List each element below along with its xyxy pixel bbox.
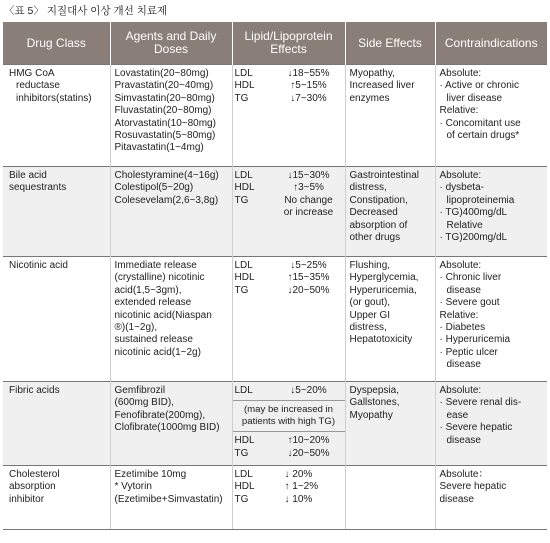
lipid-label: HDL (234, 435, 255, 447)
side-effect-line: Gastrointestinal (349, 170, 419, 181)
agent-line: nicotinic acid(Niaspan (114, 309, 212, 321)
contra-line: disease (439, 493, 474, 505)
table-row-bile-acid (3, 167, 547, 257)
drug-class-line: Cholesterol (9, 469, 60, 480)
lipid-sub-block (233, 431, 345, 460)
agent-line: Atorvastatin(10~80mg) (114, 117, 216, 129)
agent-line: Immediate release (114, 260, 197, 271)
table-row-nicotinic-acid (3, 257, 547, 382)
lipid-label: TG (234, 493, 249, 505)
contra-line: · TG)400mg/dL (439, 207, 508, 219)
side-effect-line: Dyspepsia, (349, 385, 399, 396)
agent-line: Gemfibrozil (114, 385, 166, 396)
contra-line: · Severe gout (439, 297, 500, 309)
contra-line: Relative (446, 219, 483, 231)
side-effect-line: Decreased (349, 207, 398, 219)
cell-agents (110, 167, 232, 257)
agent-line: extended release (114, 297, 192, 309)
lipid-note-line: (may be increased in (243, 404, 334, 416)
contra-line: disease (446, 434, 481, 446)
lipid-label: HDL (234, 272, 255, 284)
side-effect-line: Hyperglycemia, (349, 272, 419, 284)
contra-line: · Concomitant use (439, 117, 521, 129)
table-row-statins (3, 65, 547, 167)
lipid-value: or increase (283, 207, 334, 219)
lipid-drug-table (3, 22, 547, 530)
lipid-note-line: patients with high TG) (241, 416, 336, 428)
cell-agents (110, 65, 232, 167)
lipid-value: ↑3~5% (293, 182, 324, 194)
drug-class-line: inhibitor (9, 493, 45, 505)
lipid-label: LDL (234, 260, 253, 271)
header-lipid-effects: Lipid/Lipoprotein Effects (232, 22, 345, 65)
cell-agents (110, 466, 232, 530)
lipid-label: LDL (234, 469, 253, 480)
contra-line: Absolute: (439, 260, 482, 271)
lipid-label: LDL (234, 68, 253, 79)
contra-line: · Peptic ulcer (439, 346, 498, 358)
side-effect-line: Hepatotoxicity (349, 334, 413, 346)
contra-line: Relative: (439, 105, 479, 117)
cell-lipid-effects (232, 257, 345, 382)
cell-lipid-effects (232, 65, 345, 167)
agent-line: sustained release (114, 334, 193, 346)
lipid-label: HDL (234, 182, 255, 194)
side-effect-line: Myopathy (349, 409, 393, 421)
contra-line: Relative: (439, 309, 479, 321)
drug-class-line: Nicotinic acid (9, 260, 68, 271)
cell-drug-class (3, 382, 110, 466)
cell-drug-class (3, 257, 110, 382)
side-effect-line: Myopathy, (349, 68, 395, 79)
agent-line: Pravastatin(20~40mg) (114, 80, 214, 92)
agent-line: Colesevelam(2,6~3,8g) (114, 194, 219, 206)
drug-class-line: Fibric acids (9, 385, 60, 396)
side-effect-line: distress, (349, 182, 387, 194)
contra-line: liver disease (446, 92, 503, 104)
contra-line: · Chronic liver (439, 272, 502, 284)
lipid-value: ↑5~15% (290, 80, 327, 92)
drug-class-line: inhibitors(statins) (16, 92, 92, 104)
agent-line: Fluvastatin(20~80mg) (114, 105, 212, 117)
agent-line: (Ezetimibe+Simvastatin) (114, 493, 223, 505)
agent-line: Pitavastatin(1~4mg) (114, 142, 204, 154)
lipid-label: TG (234, 92, 249, 104)
agent-line: Simvastatin(20~80mg) (114, 92, 215, 104)
lipid-value: ↑ 1~2% (284, 481, 319, 493)
contra-line: Absolute: (439, 385, 482, 396)
contra-line: · Diabetes (439, 322, 486, 334)
contra-line: · TG)200mg/dL (439, 232, 508, 244)
lipid-label: HDL (234, 80, 255, 92)
agent-line: acid(1,5~3gm), (114, 284, 182, 296)
cell-lipid-effects (232, 466, 345, 530)
table-row-fibric-acids (3, 382, 547, 466)
cell-agents (110, 382, 232, 466)
lipid-value: ↓20~50% (287, 447, 330, 459)
lipid-value: No change (284, 194, 333, 206)
contra-line: of certain drugs* (446, 130, 520, 142)
agent-line: Ezetimibe 10mg (114, 469, 187, 480)
lipid-label: LDL (234, 170, 253, 181)
agent-line: ®)(1~2g), (114, 322, 158, 334)
lipid-value: ↑10~20% (287, 435, 330, 447)
contra-line: lipoproteinemia (446, 194, 515, 206)
cell-agents (110, 257, 232, 382)
agent-line: nicotinic acid(1~2g) (114, 346, 201, 358)
lipid-value: ↓15~30% (287, 170, 330, 181)
agent-line: Cholestyramine(4~16g) (114, 170, 219, 181)
agent-line: Colestipol(5~20g) (114, 182, 194, 194)
cell-side-effects (345, 466, 435, 530)
lipid-value: ↓5~25% (290, 260, 327, 271)
cell-drug-class (3, 167, 110, 257)
contra-line: Absolute: (439, 68, 482, 79)
side-effect-line: Constipation, (349, 194, 408, 206)
cell-side-effects (345, 65, 435, 167)
drug-class-line: HMG CoA (9, 68, 55, 79)
contra-line: · dysbeta- (439, 182, 484, 194)
side-effect-line: absorption of (349, 219, 408, 231)
lipid-value: ↓ 20% (284, 469, 313, 480)
cell-contraindications (435, 257, 547, 382)
cell-lipid-effects (232, 382, 345, 466)
agent-line: (600mg BID), (114, 397, 174, 409)
drug-class-line: sequestrants (9, 182, 67, 194)
contra-line: · Severe hepatic (439, 422, 513, 434)
lipid-label: TG (234, 447, 249, 459)
contra-line: Absolute： (439, 469, 489, 480)
header-drug-class: Drug Class (3, 22, 110, 65)
side-effect-line: Increased liver (349, 80, 415, 92)
lipid-value: ↓ 10% (284, 493, 313, 505)
lipid-label: HDL (234, 481, 255, 493)
header-contraindications: Contraindications (435, 22, 547, 65)
side-effect-line: enzymes (349, 92, 390, 104)
lipid-note (233, 400, 345, 428)
cell-contraindications (435, 466, 547, 530)
lipid-value: ↓7~30% (290, 92, 327, 104)
lipid-value: ↓20~50% (287, 284, 330, 296)
cell-lipid-effects (232, 167, 345, 257)
cell-side-effects (345, 382, 435, 466)
agent-line: * Vytorin (114, 481, 152, 493)
lipid-label: LDL (234, 385, 253, 396)
side-effect-line: Gallstones, (349, 397, 400, 409)
cell-contraindications (435, 167, 547, 257)
side-effect-line: other drugs (349, 232, 401, 244)
drug-class-line: Bile acid (9, 170, 47, 181)
side-effect-line: Flushing, (349, 260, 391, 271)
contra-line: disease (446, 359, 481, 371)
drug-class-line: reductase (16, 80, 60, 92)
contra-line: Severe hepatic (439, 481, 507, 493)
contra-line: · Hyperuricemia (439, 334, 511, 346)
contra-line: · Active or chronic (439, 80, 519, 92)
agent-line: Fenofibrate(200mg), (114, 409, 206, 421)
lipid-value: ↑15~35% (287, 272, 330, 284)
cell-drug-class (3, 466, 110, 530)
agent-line: Rosuvastatin(5~80mg) (114, 130, 216, 142)
lipid-label: TG (234, 194, 249, 206)
side-effect-line: Upper GI (349, 309, 391, 321)
agent-line: Lovastatin(20~80mg) (114, 68, 209, 79)
contra-line: Absolute: (439, 170, 482, 181)
table-header-row (3, 22, 547, 65)
side-effect-line: Hyperuricemia, (349, 284, 417, 296)
cell-side-effects (345, 167, 435, 257)
cell-contraindications (435, 382, 547, 466)
drug-class-line: absorption (9, 481, 56, 493)
agent-line: Clofibrate(1000mg BID) (114, 422, 220, 434)
header-agents: Agents and Daily Doses (110, 22, 232, 65)
lipid-value: ↓18~55% (287, 68, 330, 79)
cell-side-effects (345, 257, 435, 382)
cell-drug-class (3, 65, 110, 167)
table-caption: 〈표 5〉 지질대사 이상 개선 치료제 (4, 5, 168, 17)
side-effect-line: distress, (349, 322, 387, 334)
contra-line: disease (446, 284, 481, 296)
side-effect-line: (or gout), (349, 297, 391, 309)
cell-contraindications (435, 65, 547, 167)
contra-line: ease (446, 409, 469, 421)
header-side-effects: Side Effects (345, 22, 435, 65)
table-row-cholesterol-absorption (3, 466, 547, 530)
lipid-label: TG (234, 284, 249, 296)
lipid-value: ↓5~20% (290, 385, 327, 396)
contra-line: · Severe renal dis- (439, 397, 522, 409)
agent-line: (crystalline) nicotinic (114, 272, 205, 284)
